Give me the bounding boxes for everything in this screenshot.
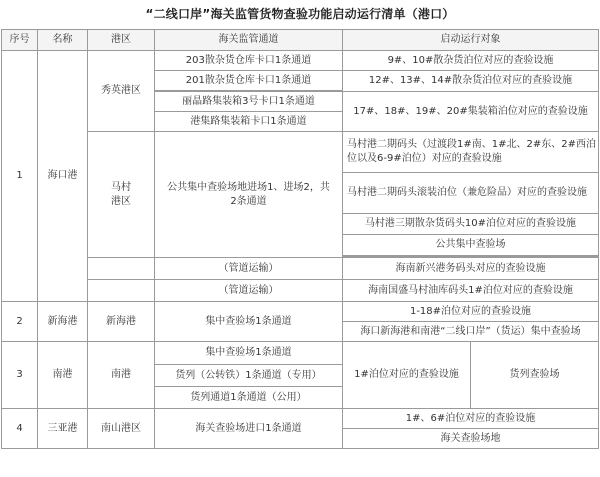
area-text: 马村港区	[111, 181, 131, 207]
target-cell: 17#、18#、19#、20#集装箱泊位对应的查验设施	[343, 92, 599, 132]
document-title: “二线口岸”海关监管货物查验功能启动运行清单（港口）	[145, 7, 455, 21]
target-cell: 马村港二期码头（过渡段1#南、1#北、2#东、2#西泊位以及6-9#泊位）对应的查验设施	[343, 132, 599, 173]
target-cell: 9#、10#散杂货泊位对应的查验设施	[343, 51, 599, 71]
table-row	[2, 302, 599, 322]
port-name-cell: 三亚港	[38, 409, 88, 449]
header-name: 名称	[38, 30, 88, 51]
channel-cell: 丽晶路集装箱3号卡口1条通道	[155, 92, 343, 112]
table-row	[2, 409, 599, 429]
channel-cell: 201散杂货仓库卡口1条通道	[155, 71, 343, 91]
seq-cell: 3	[2, 342, 38, 409]
channel-cell: 货列通道1条通道（公用）	[155, 387, 343, 409]
target-cell: 公共集中查验场	[343, 235, 599, 256]
target-cell: 12#、13#、14#散杂货泊位对应的查验设施	[343, 71, 599, 92]
header-area: 港区	[88, 30, 155, 51]
target-cell: 海关查验场地	[343, 429, 599, 449]
header-channel: 海关监管通道	[155, 30, 343, 51]
area-cell	[88, 132, 155, 258]
port-name-cell: 新海港	[38, 302, 88, 342]
target-cell: 1#泊位对应的查验设施	[343, 342, 471, 409]
table-row	[2, 342, 599, 365]
port-name-cell: 海口港	[38, 51, 88, 302]
channel-cell: 货列（公转铁）1条通道（专用）	[155, 365, 343, 387]
target-cell: 海南国盛马村油库码头1#泊位对应的查验设施	[343, 280, 599, 302]
table-header-row	[2, 30, 599, 51]
channel-cell: 港集路集装箱卡口1条通道	[155, 112, 343, 132]
target-cell: 1-18#泊位对应的查验设施	[343, 302, 599, 322]
target-cell: 1#、6#泊位对应的查验设施	[343, 409, 599, 429]
header-seq: 序号	[2, 30, 38, 51]
area-cell: 南山港区	[88, 409, 155, 449]
header-target: 启动运行对象	[343, 30, 599, 51]
seq-cell: 4	[2, 409, 38, 449]
channel-cell: （管道运输）	[155, 258, 343, 280]
channel-cell: 集中查验场1条通道	[155, 302, 343, 342]
table-row	[2, 280, 599, 302]
channel-cell: 公共集中查验场地进场1、进场2，共2条通道	[155, 132, 343, 258]
channel-cell: 集中查验场1条通道	[155, 342, 343, 365]
target-cell: 马村港三期散杂货码头10#泊位对应的查验设施	[343, 214, 599, 235]
table-row	[2, 258, 599, 280]
target-cell: 海南新兴港务码头对应的查验设施	[343, 258, 599, 280]
area-cell: 新海港	[88, 302, 155, 342]
area-cell: 秀英港区	[88, 51, 155, 132]
channel-cell: 海关查验场进口1条通道	[155, 409, 343, 449]
seq-cell: 2	[2, 302, 38, 342]
port-name-cell: 南港	[38, 342, 88, 409]
port-inspection-table	[1, 29, 599, 449]
target-cell: 海口新海港和南港“二线口岸”（货运）集中查验场	[343, 322, 599, 342]
seq-cell: 1	[2, 51, 38, 302]
target-cell: 马村港二期码头滚装泊位（兼危险品）对应的查验设施	[343, 173, 599, 214]
table-row	[2, 132, 599, 173]
area-cell: 南港	[88, 342, 155, 409]
table-row	[2, 51, 599, 71]
channel-cell: 203散杂货仓库卡口1条通道	[155, 51, 343, 71]
channel-cell: （管道运输）	[155, 280, 343, 302]
target-cell: 货列查验场	[471, 342, 599, 409]
